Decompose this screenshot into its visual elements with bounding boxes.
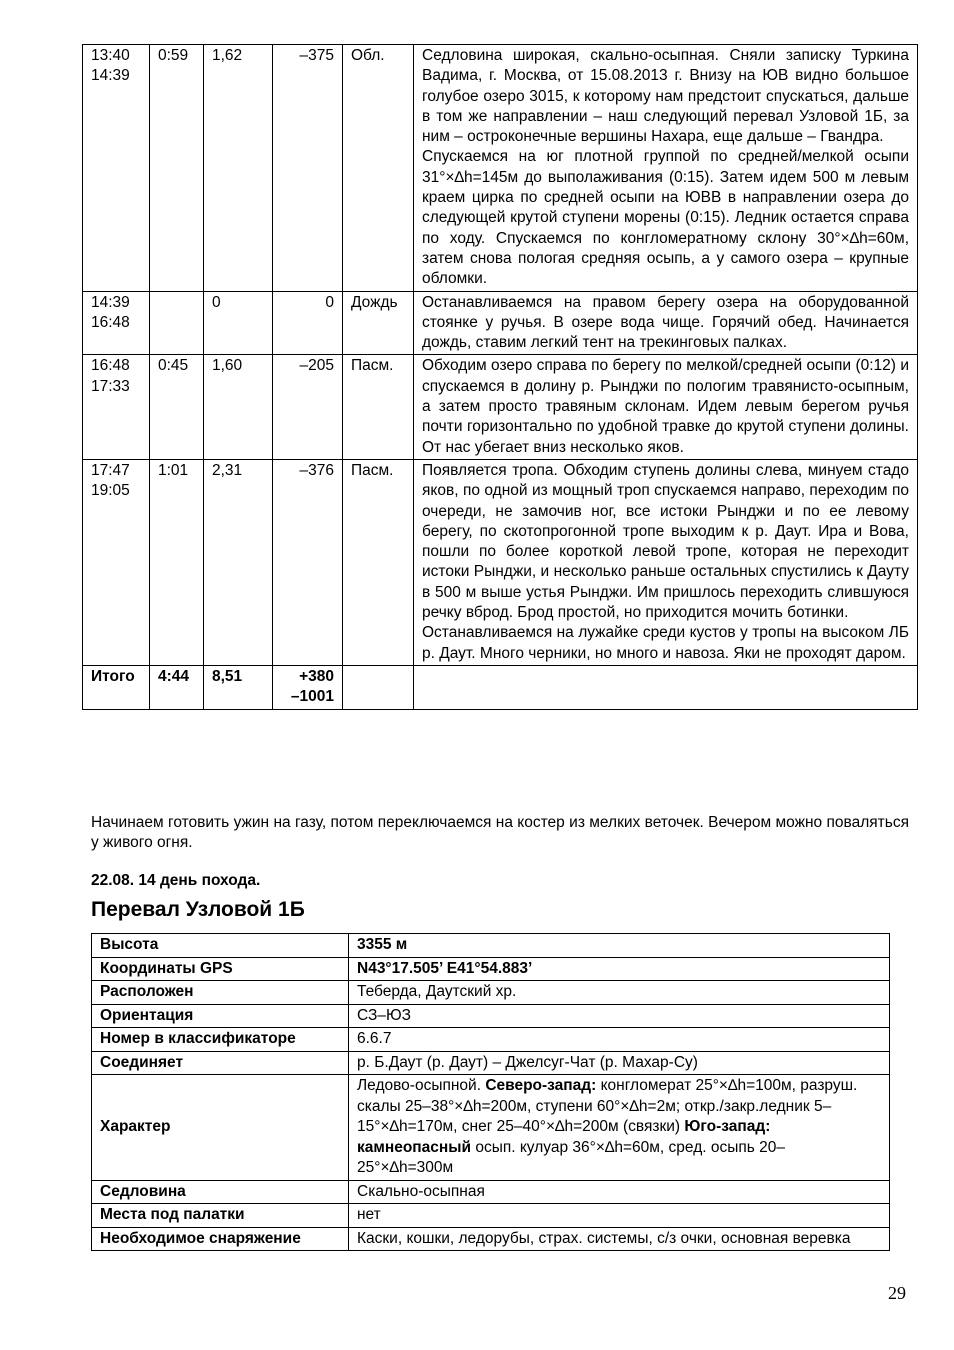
pass-title: Перевал Узловой 1Б xyxy=(91,898,305,921)
pass-info-table xyxy=(91,933,890,1251)
description-paragraph: Останавливаемся на правом берегу озера на оборудованной стоянке у ручья. В озере вода чище. Горячий обед. Начинается дождь, ставим легкий тент на трекинговых палках. xyxy=(422,293,909,352)
evening-paragraph: Начинаем готовить ужин на газу, потом переключаемся на костер из мелких веточек. Вечером можно поваляться у живого огня. xyxy=(91,814,909,851)
time-end: 17:33 xyxy=(91,377,130,395)
description-cell xyxy=(414,459,918,665)
log-row xyxy=(83,459,918,665)
day-heading: 22.08. 14 день похода. xyxy=(91,872,261,889)
pass-value: нет xyxy=(349,1204,890,1228)
pass-key: Седловина xyxy=(92,1180,349,1204)
total-ascent: +380 xyxy=(299,667,334,685)
pass-row-connects xyxy=(92,1051,890,1075)
pass-key: Высота xyxy=(92,934,349,958)
description-cell xyxy=(414,291,918,355)
pass-row-gps xyxy=(92,957,890,981)
altitude-value: –376 xyxy=(299,461,334,479)
total-description-empty xyxy=(414,665,918,709)
time-cell xyxy=(83,291,150,355)
total-row xyxy=(83,665,918,709)
pass-key: Ориентация xyxy=(92,1004,349,1028)
pass-key: Необходимое снаряжение xyxy=(92,1227,349,1251)
total-duration: 4:44 xyxy=(150,665,204,709)
character-text: конгломерат 25°×∆h=100м, разруш. скалы 25–38°×∆h=200м, ступени 60°×∆h=2м; откр./закр.ледник 5–15°×∆h=170м, снег 25–40°×∆h=200м (связки) xyxy=(357,1077,858,1135)
pass-key: Расположен xyxy=(92,981,349,1005)
time-cell xyxy=(83,459,150,665)
description-paragraph: Седловина широкая, скально-осыпная. Сняли записку Туркина Вадима, г. Москва, от 15.08.2013 г. Внизу на ЮВ видно большое голубое озеро 3015, к которому нам предстоит спускаться, дальше в том же направлении – наш следующий перевал Узловой 1Б, за ним – остроконечные вершины Нахара, еще дальше – Гвандра. xyxy=(422,47,909,146)
weather-cell: Дождь xyxy=(343,291,414,355)
distance-cell: 1,60 xyxy=(204,355,273,459)
altitude-value: 0 xyxy=(325,293,334,311)
altitude-value: –205 xyxy=(299,357,334,375)
pass-key: Места под палатки xyxy=(92,1204,349,1228)
pass-row-location xyxy=(92,981,890,1005)
pass-value: Скально-осыпная xyxy=(349,1180,890,1204)
pass-value: р. Б.Даут (р. Даут) – Джелсуг-Чат (р. Махар-Су) xyxy=(349,1051,890,1075)
log-row xyxy=(83,355,918,459)
distance-cell: 1,62 xyxy=(204,45,273,292)
duration-cell: 0:59 xyxy=(150,45,204,292)
pass-row-orientation xyxy=(92,1004,890,1028)
pass-row-classifier xyxy=(92,1028,890,1052)
time-start: 14:39 xyxy=(91,293,130,311)
distance-cell: 2,31 xyxy=(204,459,273,665)
time-end: 19:05 xyxy=(91,482,130,500)
pass-value: Каски, кошки, ледорубы, страх. системы, с/з очки, основная веревка xyxy=(349,1227,890,1251)
time-start: 13:40 xyxy=(91,47,130,64)
route-log-table xyxy=(82,44,918,710)
total-label: Итого xyxy=(83,665,150,709)
weather-cell: Пасм. xyxy=(343,459,414,665)
duration-cell: 0:45 xyxy=(150,355,204,459)
pass-row-tents xyxy=(92,1204,890,1228)
altitude-cell xyxy=(273,45,343,292)
pass-key: Номер в классификаторе xyxy=(92,1028,349,1052)
pass-row-saddle xyxy=(92,1180,890,1204)
pass-row-equipment xyxy=(92,1227,890,1251)
description-cell xyxy=(414,45,918,292)
description-cell xyxy=(414,355,918,459)
duration-cell: 1:01 xyxy=(150,459,204,665)
altitude-cell xyxy=(273,355,343,459)
description-paragraph: Останавливаемся на лужайке среди кустов у тропы на высоком ЛБ р. Даут. Много черники, но много и навоза. Яки не проходят даром. xyxy=(422,624,909,662)
total-distance: 8,51 xyxy=(204,665,273,709)
character-text: осып. кулуар 36°×∆h=60м, сред. осыпь 20–25°×∆h=300м xyxy=(357,1138,785,1176)
pass-value: 3355 м xyxy=(349,934,890,958)
character-southwest: Юго-запад: камнеопасный xyxy=(357,1118,771,1156)
altitude-cell xyxy=(273,291,343,355)
character-text: Ледово-осыпной. xyxy=(357,1077,486,1094)
distance-cell: 0 xyxy=(204,291,273,355)
pass-row-height xyxy=(92,934,890,958)
time-cell xyxy=(83,45,150,292)
weather-cell: Пасм. xyxy=(343,355,414,459)
duration-cell xyxy=(150,291,204,355)
pass-value xyxy=(349,1075,890,1181)
character-northwest: Северо-запад: xyxy=(485,1077,597,1094)
log-row xyxy=(83,45,918,292)
description-paragraph: Спускаемся на юг плотной группой по средней/мелкой осыпи 31°×∆h=145м до выполаживания (0:15). Затем идем 500 м левым краем цирка по средней осыпи на ЮВВ в направлении озера до следующей крутой ступени морены (0:15). Ледник остается справа по ходу. Спускаемся по конгломератному склону 30°×∆h=60м, затем снова пологая средняя осыпь, а у самого озера – крупные обломки. xyxy=(422,148,909,288)
pass-value: Теберда, Даутский хр. xyxy=(349,981,890,1005)
pass-key: Координаты GPS xyxy=(92,957,349,981)
total-weather-empty xyxy=(343,665,414,709)
pass-value: N43°17.505’ E41°54.883’ xyxy=(349,957,890,981)
total-altitude xyxy=(273,665,343,709)
pass-key: Соединяет xyxy=(92,1051,349,1075)
time-start: 16:48 xyxy=(91,357,130,375)
description-paragraph: Появляется тропа. Обходим ступень долины слева, минуем стадо яков, по одной из мощный троп спускаемся направо, переходим по очереди, не замочив ног, все истоки Рынджи и по ее левому берегу, по скотопрогонной тропе выходим к р. Даут. Ира и Вова, пошли по более короткой левой тропе, которая не переходит истоки Рынджи, и несколько раньше остальных спустились к Дауту в 500 м выше устья Рынджи. Им пришлось переходить слившуюся речку вброд. Брод простой, но приходится мочить ботинки. xyxy=(422,461,909,622)
altitude-cell xyxy=(273,459,343,665)
pass-row-character xyxy=(92,1075,890,1181)
time-cell xyxy=(83,355,150,459)
page-number: 29 xyxy=(888,1283,906,1303)
log-row xyxy=(83,291,918,355)
time-start: 17:47 xyxy=(91,461,130,479)
time-end: 16:48 xyxy=(91,313,130,331)
description-paragraph: Обходим озеро справа по берегу по мелкой/средней осыпи (0:12) и спускаемся в долину р. Рынджи по пологим травянисто-осыпным, а затем просто травяным склонам. Идем левым берегом ручья почти горизонтально по удобной травке до крутой ступени долины. От нас убегает вниз несколько яков. xyxy=(422,357,909,456)
pass-value: СЗ–ЮЗ xyxy=(349,1004,890,1028)
time-end: 14:39 xyxy=(91,67,130,85)
weather-cell: Обл. xyxy=(343,45,414,292)
total-descent: –1001 xyxy=(290,688,334,706)
altitude-value: –375 xyxy=(299,47,334,64)
pass-value: 6.6.7 xyxy=(349,1028,890,1052)
pass-key: Характер xyxy=(92,1075,349,1181)
